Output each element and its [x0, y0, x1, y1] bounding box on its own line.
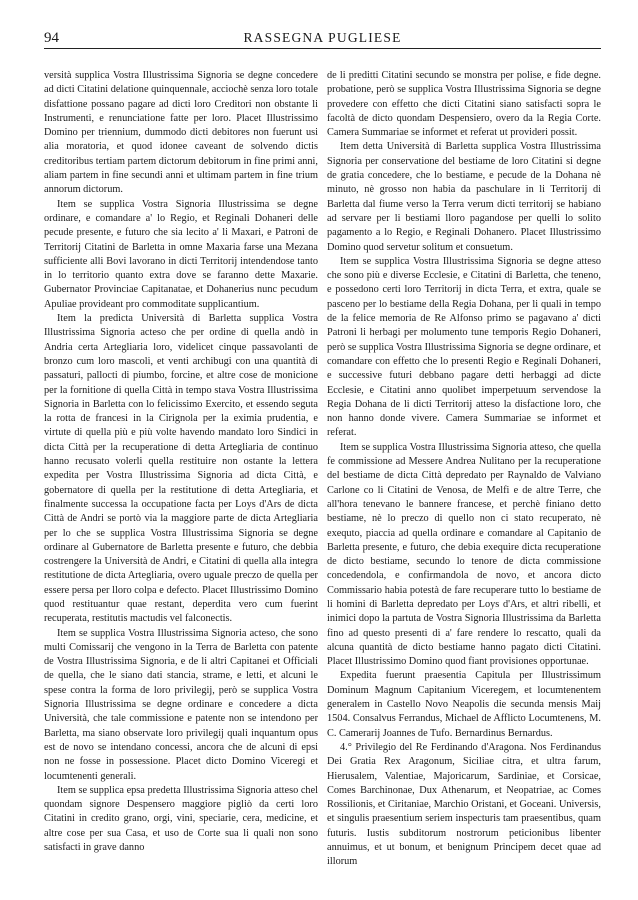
page-header	[44, 20, 601, 49]
paragraph: Item detta Università di Barletta supplica Vostra Illustrissima Signoria per conservatione del bestiame de loro Citatini si degne de gratia concedere, che lo bestiame, e pecude de la Dohana nè minuto, nè grosso non habia da paschulare in li Territorij di Barletta dal fiume verso la Terra verum dicti territorij se habiano ad servare per li bestiami lloro pagandose per quelli lo solito pagamento a lo Regio, e Reginali Dohanero. Placet Illustrissimo Domino quod servetur solitum et consuetum.	[327, 141, 601, 253]
paragraph: Item se supplica Vostra Signoria Illustrissima se degne ordinare, e comandare a' lo Regio, et Reginali Dohaneri delle pecude presente, e futuro che sia lecito a' li Maxari, e Patroni de Territorij Citatini de Barletta in omne Maxaria farse una Mezana sufficiente alli Bovi lavorano in dicti Territorij intendendose tanto in lo territorio quanto extra dove se faranno dette Maxarie. Gubernator Provinciae Capitanatae, et Dohanerius nunc pecudum Apuliae provideant pro commoditate supplicantium.	[44, 198, 318, 310]
page-number: 94	[44, 30, 59, 46]
paragraph: Item se supplica Vostra Illustrissima Signoria acteso, che sono multi Comissarij che vengono in la Terra de Barletta con patente de Vostra Illustrissima Signoria, e de li altri Capitanei et Officiali de quella, che le siano dati stancia, strame, e letti, et alcuni le spese contra la forma de loro privilegij, però se supplica Vostra Signoria Illustrissima se degne ordinare e concedere a dicta Università, che tale commissione e patente non se intendono per Barletta, ma siano observate loro privilegij quali inquantum opus est de novo se intendano concessi, ancora che de alcuni di epsi non ne fosse in possessione. Placet dicto Domino Viceregi et locumtenenti generali.	[44, 627, 318, 782]
running-title: RASSEGNA PUGLIESE	[243, 30, 402, 45]
paragraph: de li preditti Citatini secundo se monstra per polise, e fide degne. probatione, però se supplica Vostra Illustrissima Signoria se degne provedere con effetto che dicti Citatini siano satisfacti sopra le facoltà de dicto quondam Despensiero, overo da la Regia Corte. Camera Summariae se informet et referat ut provideri possit.	[327, 70, 601, 139]
paragraph: Expedita fuerunt praesentia Capitula per Illustrissimum Dominum Magnum Capitanium Viceregem, et locumtenentem generalem in Castello Novo Neapolis die secunda mensis Maij 1504. Consalvus Ferrandus, Michael de Afflicto Locumtenens, M. C. Camerarij Joannes de Tufo. Bernardinus Bernardus.	[327, 670, 601, 739]
paragraph: Item se supplica Vostra Illustrissima Signoria atteso, che quella fe commissione ad Messere Andrea Nulitano per la recuperatione del bestiame de dicta Città depredato per Raynaldo de Valviano Carlone co li Citatini de Venosa, de Melfi e de altre Terre, che all'hora tenevano le bannere francese, et perchè finiano detto bestiame, nè lo preczo di quello non ci stato recuperato, nè exequto, piaccia ad quella ordinare e comandare al Capitanio de Barletta presente, e futuro, che debia exequire dicta recuperatione de dicto bestiame, secundo lo tenore de dicta commissione concedendola, e confirmandola de novo, et ancora dicto Commissario habia potestà de fare recuperare tutto lo bestiame de li homini di Barletta depredato per Loys d'Ars, et altri ribelli, et inimici dopo la partuta de Vostra Signoria Illustrissima da Barletta fino ad questo presenti di a' fare rendere lo rescatto, quali da alcuna quantità de dicto bestiame hanno pagato dicti Citatini. Placet Illustrissimo Domino quod fiant provisiones opportunae.	[327, 441, 601, 668]
paragraph: Item se supplica Vostra Illustrissima Signoria se degne atteso che sono più e diverse Ecclesie, e Citatini di Barletta, che teneno, e possedono certi loro Territorij in dicta Terra, et extra, quale se pasceno per lo bestiame della Regia Dohana, per li quali in tempo de la felice memoria de Re Alfonso primo se pagavano a' dicti Patroni li herbagi per molumento tune temporis Regio Dohaneri, però se supplica Vostra Illustrissima Signoria se degne ordinare, et comandare con effetto che lo presenti Regio e Reginali Dohaneri, e successive futuri debbano pagare detti herbaggi ad dicte Ecclesie, e Citatini anno quolibet imperpetuum servendose la Regia Dohana de li dicti Territorij atteso la disfactione loro, che non hanno donde vivere. Camera Summariae se informet et referat.	[327, 255, 601, 439]
left-column	[44, 69, 318, 887]
paragraph: versità supplica Vostra Illustrissima Signoria se degne concedere ad dicti Citatini delatione quinquennale, acciochè senza loro totale disfattione possano pagare ad dicti loro Creditori non obstante li Instrumenti, e renunciatione fatte per loro. Placet Illustrissimo Domino per triennium, dummodo dicti debitores non fuerunt usi alia moratoria, et quod idonee caveant de solvendo dictis creditoribus tertiam partem dictorum debitorum in fine primi anni, aliam partem in fine secundi anni et ultimam partem in fine trium annorum dictorum.	[44, 70, 318, 196]
paragraph: 4.° Privilegio del Re Ferdinando d'Aragona. Nos Ferdinandus Dei Gratia Rex Aragonum, Siciliae citra, et ultra farum, Hierusalem, Valentiae, Majoricarum, Sardiniae, et Corsicae, Comes Barchinonae, Dux Athenarum, et Neopatriae, ac Comes Rossilionis, et Ciritaniae, Marchio Oristani, et Goceani. Universis, et singulis praesentium seriem inspecturis tam praesentibus, quam futuris. Iustis subditorum nostrorum peticionibus libenter annuimus, et ut bonum, et benignum Principem decet quae ad illorum	[327, 741, 601, 868]
paragraph: Item la predicta Università di Barletta supplica Vostra Illustrissima Signoria acteso che per ordine di quella andò in Andria certa Artegliaria loro, videlicet cinque passavolanti de bronzo cum loro mascoli, et venti archibugi con una quantità di passaturi, pallocti di piumbo, forcine, et altre cose de monicione per la fornitione di quella Città in tempo stava Vostra Illustrissima Signoria in Barletta con lo felicissimo Exercito, et essendo seguta la rotta de francesi in la Cirignola per la eximia prudentia, e virtute di quella più e più volte havendo mandato loro Sindici in dicta Città per la recuperatione di detta Artegliaria de continuo hanno recusato volerli quella restituire non ostante la lettera expedita per Vostra Illustrissima Signoria ad dicta Città, e gobernatore di quella per la restitutione di detta Artegliaria, et finalmente successa la occupatione facta per Loys d'Ars de dicta Città de Andri se portò via la maggiore parte de dicta Artegliaria per lo che se supplica Vostra Illustrissima Signoria se degne ordinare al Gubernatore de Barletta presente e futuro, che debbia costrengere la Università de Andri, e Citatini di quella alla integra restitutione de dicta Artegliaria, overo uguale preczo de quella per essere persa per lloro colpa e defecto. Placet Illustrissimo Domino quod restituantur quae restant, deperdita vero cum fuerint recuperata, restitutis mactudis vel falconectis.	[44, 313, 318, 625]
body-columns	[44, 69, 601, 887]
right-column	[327, 69, 601, 887]
paragraph: Item se supplica epsa predetta Illustrissima Signoria atteso chel quondam signore Despensero maggiore pigliò da certi loro Citatini in credito grano, orgi, vini, speciarie, cera, medicine, et altre cose per sua Casa, et uso de Corte sua li quali non sono satisfacti in grave danno	[44, 784, 318, 854]
